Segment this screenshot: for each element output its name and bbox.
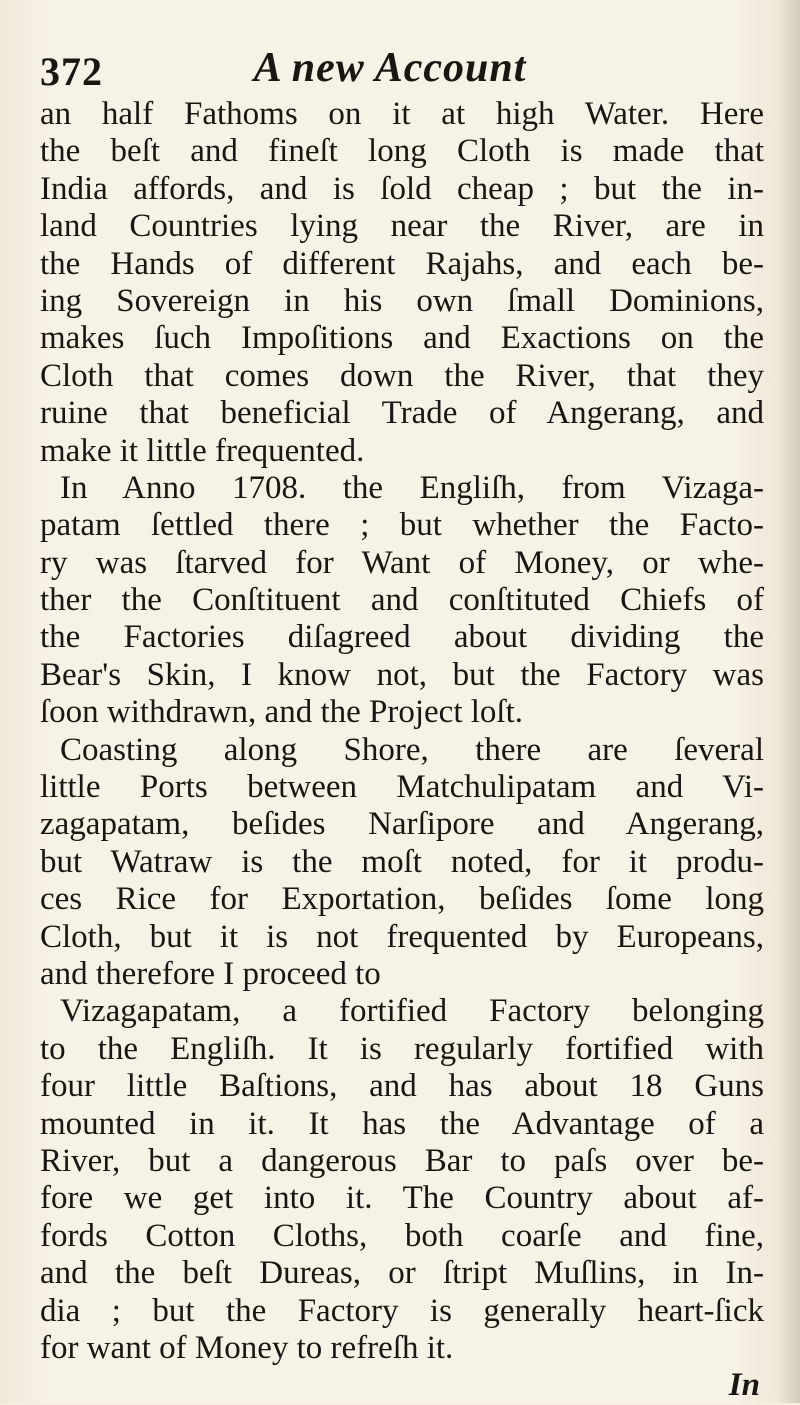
text-line: In Anno 1708. the Engliſh, from Vizaga-: [60, 469, 764, 506]
text-line: zagapatam, beſides Narſipore and Angerang,: [40, 806, 764, 843]
text-line: four little Baſtions, and has about 18 Guns: [40, 1068, 764, 1105]
body-text: [40, 96, 764, 1405]
text-line: the Hands of different Rajahs, and each be-: [40, 245, 764, 282]
text-line: to the Engliſh. It is regularly fortified with: [40, 1030, 764, 1067]
text-line: Coasting along Shore, there are ſeveral: [60, 731, 764, 768]
catchword: In: [728, 1367, 760, 1404]
text-line: the Factories diſagreed about dividing the: [40, 619, 764, 656]
page-header: [40, 44, 740, 94]
text-line: Bear's Skin, I know not, but the Factory was: [40, 656, 764, 693]
text-line: fore we get into it. The Country about af-: [40, 1180, 764, 1217]
text-line: and therefore I proceed to: [40, 955, 381, 992]
text-line: India affords, and is ſold cheap ; but the in-: [40, 170, 764, 207]
text-line: an half Fathoms on it at high Water. Here: [40, 96, 764, 132]
text-line: fords Cotton Cloths, both coarſe and fine,: [40, 1217, 764, 1254]
text-line: Cloth that comes down the River, that they: [40, 357, 764, 394]
text-line: ruine that beneficial Trade of Angerang, and: [40, 395, 764, 432]
text-line: patam ſettled there ; but whether the Facto-: [40, 507, 764, 544]
text-line: but Watraw is the moſt noted, for it produ-: [40, 843, 764, 880]
text-line: for want of Money to refreſh it.: [40, 1329, 454, 1366]
text-line: ſoon withdrawn, and the Project loſt.: [40, 694, 523, 731]
text-line: ther the Conſtituent and conſtituted Chiefs of: [40, 582, 764, 619]
text-line: dia ; but the Factory is generally heart-ſick: [40, 1292, 764, 1329]
text-line: ces Rice for Exportation, beſides ſome long: [40, 881, 764, 918]
text-line: River, but a dangerous Bar to paſs over be-: [40, 1142, 764, 1179]
text-line: mounted in it. It has the Advantage of a: [40, 1105, 764, 1142]
text-line: Vizagapatam, a fortified Factory belonging: [60, 993, 764, 1030]
text-line: Cloth, but it is not frequented by Europeans,: [40, 918, 764, 955]
text-line: land Countries lying near the River, are in: [40, 208, 764, 245]
text-line: makes ſuch Impoſitions and Exactions on the: [40, 320, 764, 357]
page-number: 372: [40, 49, 103, 94]
text-line: ry was ſtarved for Want of Money, or whe-: [40, 544, 764, 581]
text-line: ing Sovereign in his own ſmall Dominions,: [40, 282, 764, 319]
text-line: little Ports between Matchulipatam and Vi-: [40, 769, 764, 806]
text-line: make it little frequented.: [40, 432, 365, 469]
running-title: A new Account: [253, 45, 527, 91]
text-line: the beſt and fineſt long Cloth is made that: [40, 133, 764, 170]
text-line: and the beſt Dureas, or ſtript Muſlins, in In-: [40, 1255, 764, 1292]
page-edge-shadow: [778, 0, 800, 1403]
